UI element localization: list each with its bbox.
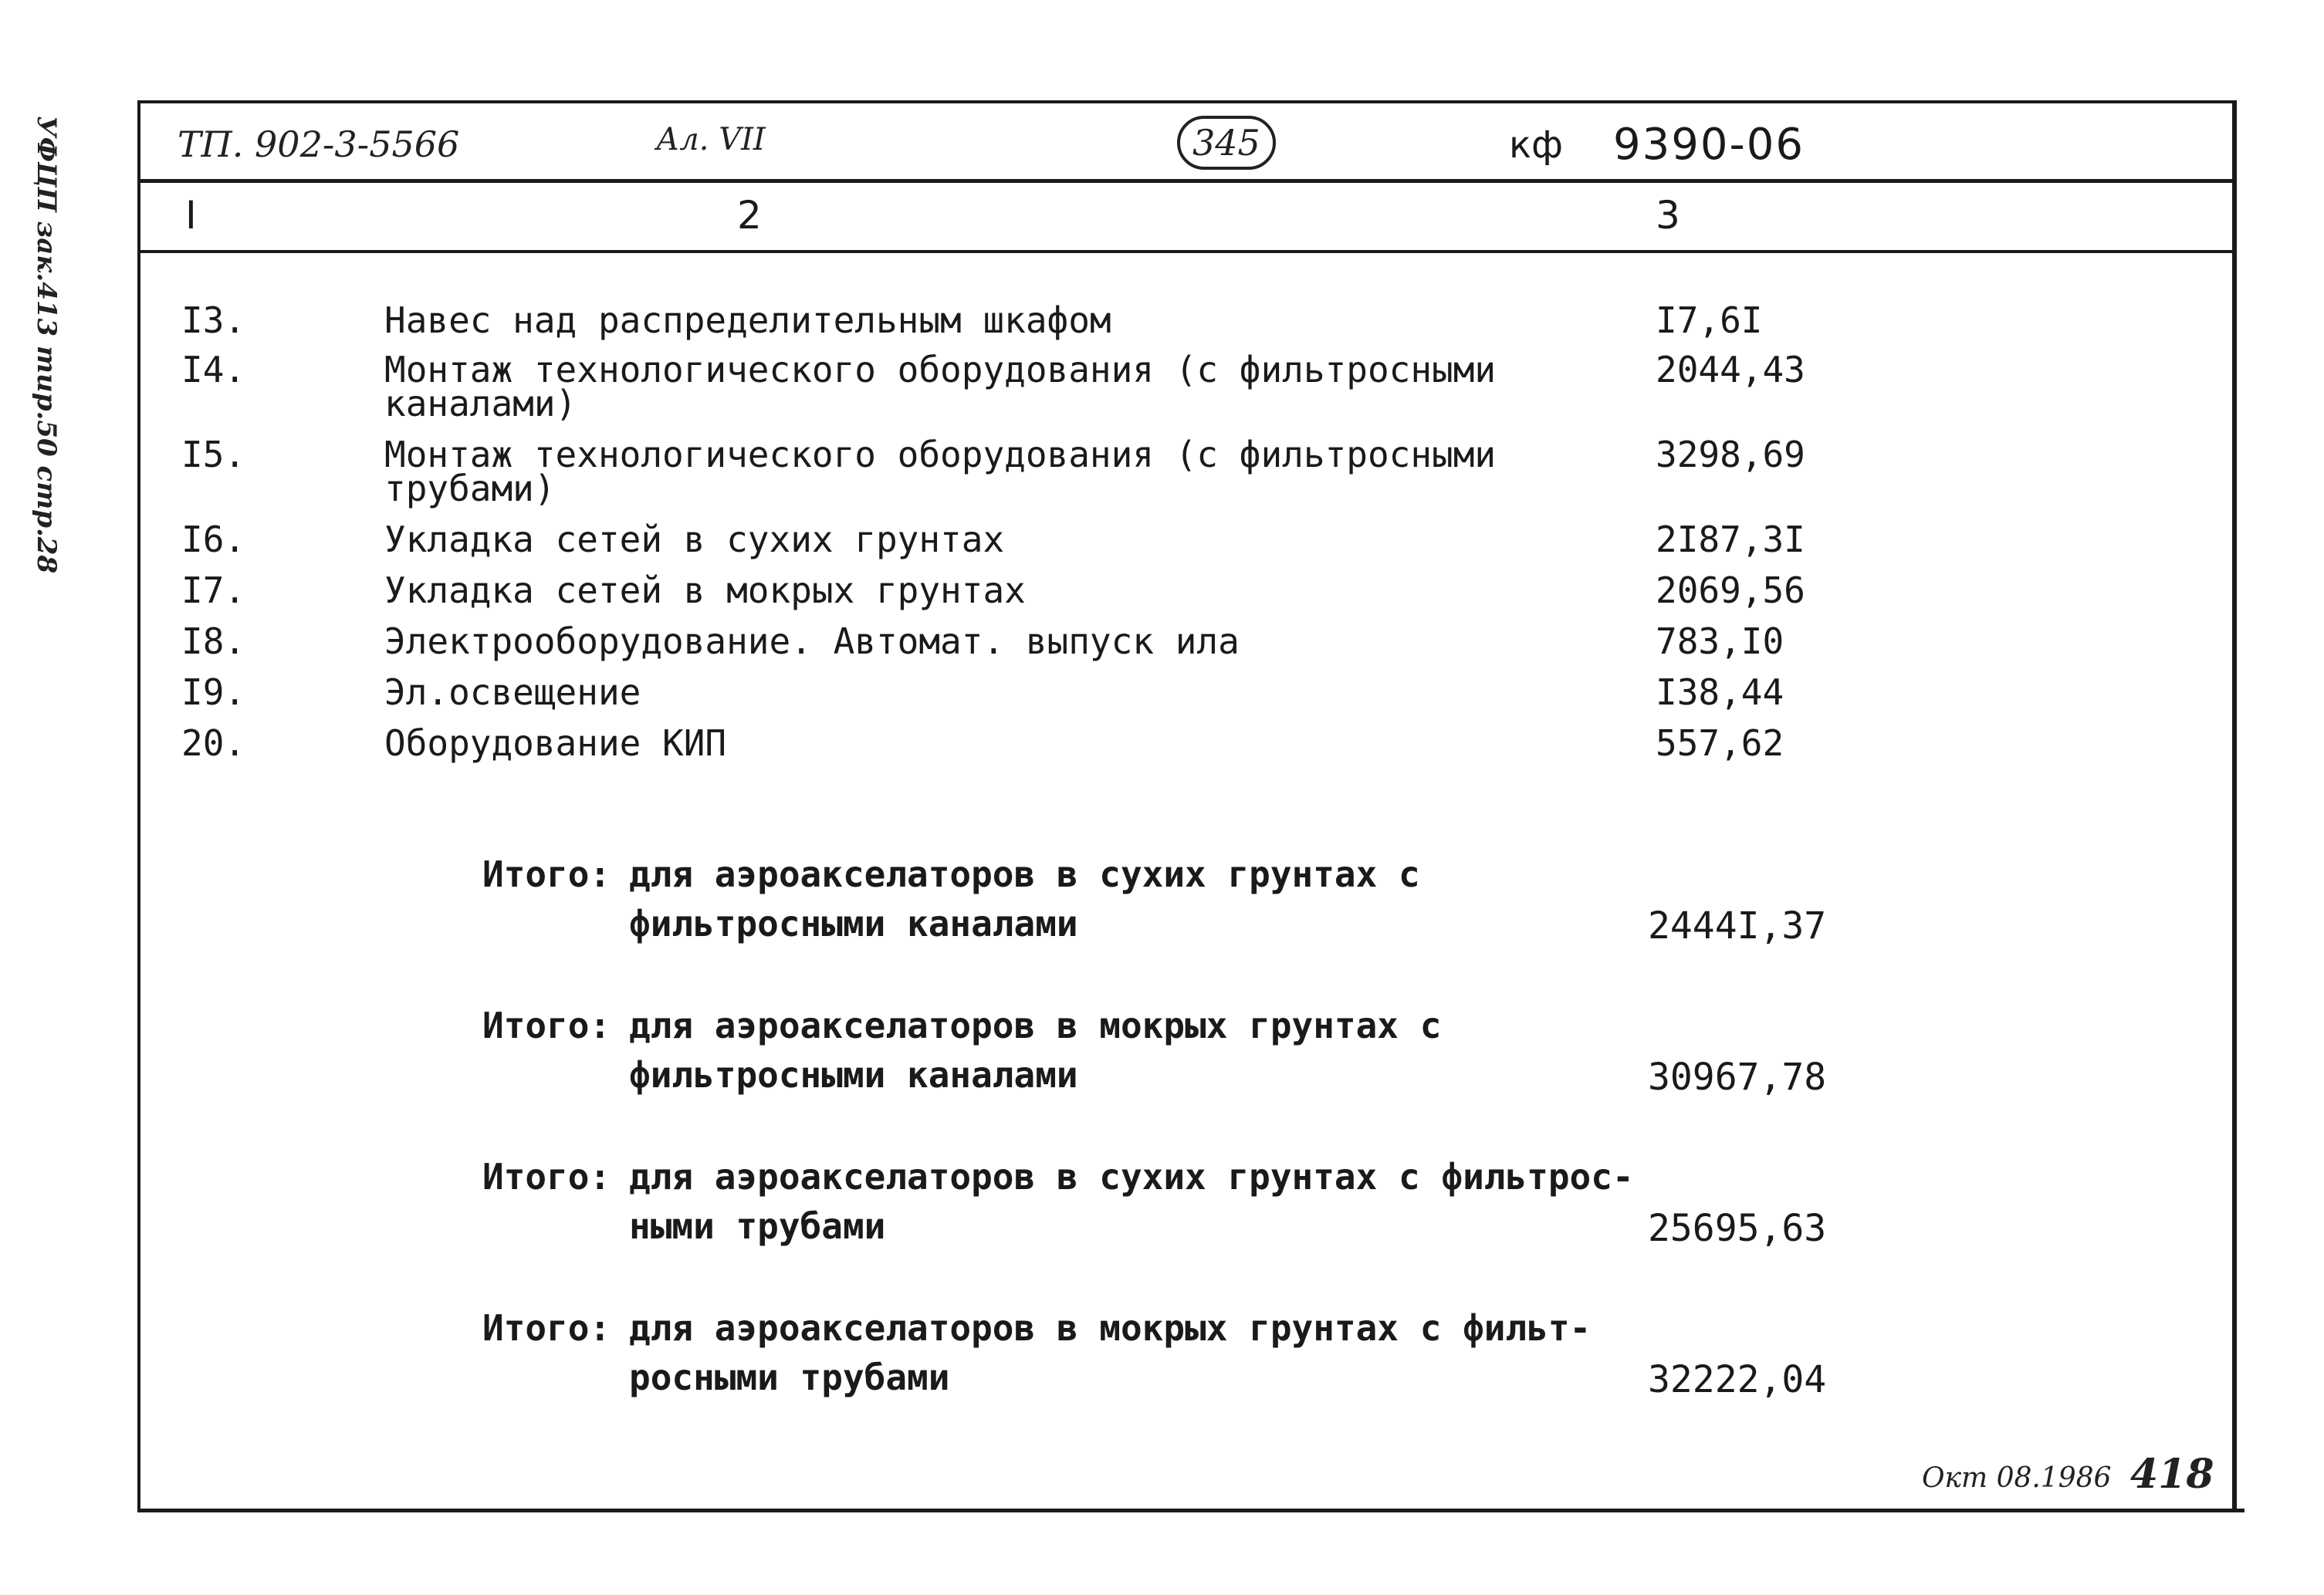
page-number: 345 — [1177, 116, 1276, 170]
row-value: 2044,43 — [1656, 349, 1805, 390]
row-value: I7,6I — [1656, 299, 1763, 341]
column-header-1: I — [185, 193, 197, 238]
row-number: I9. — [181, 671, 246, 713]
total-label: Итого: — [482, 853, 611, 895]
row-number: 20. — [181, 722, 246, 764]
row-description: Эл.освещение — [384, 671, 641, 713]
row-value: 783,I0 — [1656, 620, 1784, 662]
total-value: 32222,04 — [1648, 1358, 1827, 1401]
total-label: Итого: — [482, 1005, 611, 1046]
row-value: 2I87,3I — [1656, 519, 1805, 560]
total-description-continued: росными трубами — [629, 1357, 950, 1398]
column-header-divider — [137, 250, 2237, 253]
total-description: для аэроакселаторов в мокрых грунтах с фильт- — [629, 1307, 1592, 1349]
row-description-continued: трубами) — [384, 468, 556, 509]
document-number: 9390-06 — [1613, 120, 1805, 170]
row-description: Электрооборудование. Автомат. выпуск ила — [384, 620, 1240, 662]
sheet-label: Ал. VII — [656, 122, 766, 157]
total-value: 30967,78 — [1648, 1056, 1827, 1099]
signature-mark: 418 — [2130, 1451, 2214, 1498]
side-stamp — [31, 116, 93, 574]
total-description: для аэроакселаторов в сухих грунтах с — [629, 853, 1420, 895]
column-header-3: 3 — [1656, 193, 1680, 238]
kf-label: кф — [1509, 123, 1564, 167]
total-label: Итого: — [482, 1156, 611, 1198]
row-description: Укладка сетей в мокрых грунтах — [384, 569, 1026, 611]
header-divider — [137, 179, 2237, 183]
row-value: 557,62 — [1656, 722, 1784, 764]
total-description-continued: фильтросными каналами — [629, 903, 1078, 944]
total-value: 2444I,37 — [1648, 904, 1827, 948]
row-description: Оборудование КИП — [384, 722, 727, 764]
row-description: Монтаж технологического оборудования (с фильтросными — [384, 349, 1497, 390]
signature-date: Окт 08.1986 — [1922, 1462, 2112, 1494]
total-label: Итого: — [482, 1307, 611, 1349]
row-number: I8. — [181, 620, 246, 662]
row-value: 2069,56 — [1656, 569, 1805, 611]
row-description: Укладка сетей в сухих грунтах — [384, 519, 1005, 560]
row-value: 3298,69 — [1656, 434, 1805, 475]
row-description: Навес над распределительным шкафом — [384, 299, 1111, 341]
side-stamp-text: УФЦП зак.413 тир.50 стр.28 — [31, 116, 62, 574]
row-number: I5. — [181, 434, 246, 475]
row-number: I6. — [181, 519, 246, 560]
bottom-rule — [137, 1509, 2245, 1512]
row-number: I3. — [181, 299, 246, 341]
project-code: ТП. 902-3-5566 — [178, 123, 460, 165]
total-description: для аэроакселаторов в сухих грунтах с фильтрос- — [629, 1156, 1634, 1198]
total-description: для аэроакселаторов в мокрых грунтах с — [629, 1005, 1442, 1046]
row-number: I7. — [181, 569, 246, 611]
row-description-continued: каналами) — [384, 383, 577, 424]
total-description-continued: ными трубами — [629, 1205, 886, 1247]
column-header-2: 2 — [737, 193, 762, 238]
row-description: Монтаж технологического оборудования (с фильтросными — [384, 434, 1497, 475]
row-number: I4. — [181, 349, 246, 390]
row-value: I38,44 — [1656, 671, 1784, 713]
total-value: 25695,63 — [1648, 1207, 1827, 1250]
total-description-continued: фильтросными каналами — [629, 1054, 1078, 1096]
